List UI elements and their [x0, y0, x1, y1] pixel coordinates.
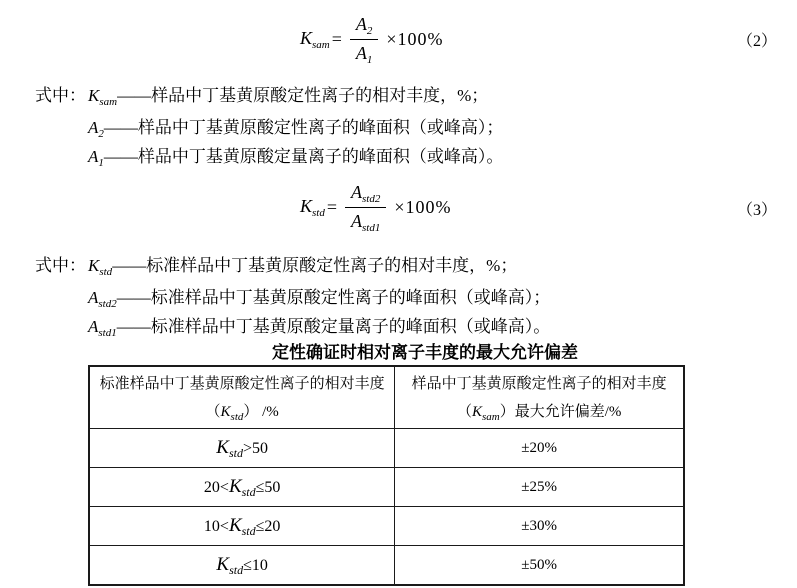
table-row — [89, 546, 684, 586]
table-header-ksam — [395, 366, 684, 429]
header-line2: $(K_{std})$ /% — [205, 404, 279, 423]
equation-number-3: （3） — [737, 202, 778, 219]
definition-variable: $K_{std}$ — [88, 256, 113, 278]
definition-line-kstd — [35, 255, 517, 278]
definition-variable: $A_1$ — [88, 147, 104, 169]
fraction-denominator: $A_{std1}$ — [351, 210, 381, 234]
definition-dash: —— — [116, 288, 151, 307]
table-row — [89, 507, 684, 546]
definition-line-astd1 — [88, 316, 550, 339]
definition-dash: —— — [103, 147, 138, 166]
formula-ksam-subscript: sam — [312, 38, 330, 51]
definition-variable: $A_{std2}$ — [88, 288, 117, 310]
fraction-numerator: $A_2$ — [350, 13, 379, 40]
definition-prefix: 式中： — [35, 86, 86, 105]
formula-ksam-fraction — [350, 13, 379, 66]
deviation-cell: ±50% — [395, 546, 684, 586]
definition-text: 样品中丁基黄原酸定性离子的相对丰度，%； — [151, 86, 489, 105]
formula-ksam-lhs — [300, 28, 330, 51]
definition-prefix: 式中： — [35, 256, 86, 275]
table-row — [89, 468, 684, 507]
deviation-cell: ±25% — [395, 468, 684, 507]
table-title: 定性确证时相对离子丰度的最大允许偏差 — [272, 343, 578, 362]
definition-text: 样品中丁基黄原酸定量离子的峰面积（或峰高）。 — [137, 147, 504, 166]
definition-dash: —— — [116, 317, 151, 336]
definition-text: 标准样品中丁基黄原酸定性离子的相对丰度，%； — [146, 256, 518, 275]
formula-kstd-lhs — [300, 196, 325, 219]
fraction-denominator: $A_1$ — [355, 42, 373, 66]
formula-kstd-variable: K — [300, 195, 313, 216]
definition-variable: $K_{sam}$ — [88, 86, 118, 108]
formula-ksam — [300, 12, 444, 66]
formula-kstd-subscript: std — [312, 206, 325, 219]
definition-dash: —— — [112, 256, 147, 275]
definition-line-astd2 — [88, 287, 550, 310]
multiplier-text: ×100% — [386, 28, 444, 49]
kstd-range-cell: $20<K_{std}\le 50$ — [89, 468, 395, 507]
definition-text: 标准样品中丁基黄原酸定量离子的峰面积（或峰高）。 — [150, 317, 551, 336]
definition-variable: $A_{std1}$ — [88, 317, 117, 339]
definition-line-a2 — [88, 117, 503, 140]
deviation-cell: ±30% — [395, 507, 684, 546]
definition-text: 样品中丁基黄原酸定性离子的峰面积（或峰高）； — [137, 118, 504, 137]
deviation-table — [88, 365, 685, 586]
equals-sign: = — [331, 28, 342, 49]
header-line2: $(K_{sam})$最大允许偏差/% — [456, 404, 622, 423]
definition-dash: —— — [103, 118, 138, 137]
header-line1: 标准样品中丁基黄原酸定性离子的相对丰度 — [99, 376, 385, 392]
deviation-cell: ±20% — [395, 429, 684, 468]
equation-number-2: （2） — [737, 33, 778, 50]
kstd-range-cell: $10<K_{std}\le 20$ — [89, 507, 395, 546]
definition-line-ksam — [35, 85, 488, 108]
definition-text: 标准样品中丁基黄原酸定性离子的峰面积（或峰高）； — [150, 288, 551, 307]
equals-sign: = — [326, 196, 338, 217]
kstd-range-cell: $K_{std}\le 10$ — [89, 546, 395, 586]
formula-kstd — [300, 180, 452, 234]
fraction-numerator: $A_{std2}$ — [345, 181, 386, 208]
table-row — [89, 429, 684, 468]
definition-line-a1 — [88, 146, 503, 169]
table-header-kstd — [89, 366, 395, 429]
table-header-row — [89, 366, 684, 429]
kstd-range-cell: $K_{std}>50$ — [89, 429, 395, 468]
definition-variable: $A_2$ — [88, 118, 104, 140]
definition-dash: —— — [117, 86, 152, 105]
formula-kstd-fraction — [345, 181, 386, 234]
formula-ksam-variable: K — [300, 27, 313, 48]
header-line1: 样品中丁基黄原酸定性离子的相对丰度 — [411, 376, 667, 392]
multiplier-text: ×100% — [394, 196, 452, 217]
